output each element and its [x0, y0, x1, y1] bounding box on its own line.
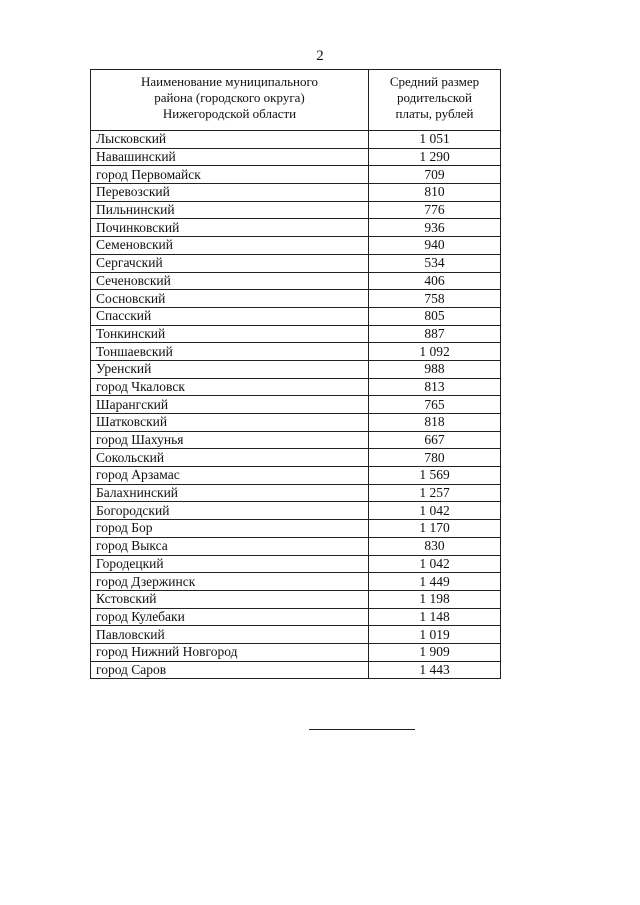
average-fee-value: 936: [369, 219, 501, 237]
table-row: [91, 343, 501, 361]
municipality-name: город Кулебаки: [91, 608, 369, 626]
average-fee-value: 1 257: [369, 484, 501, 502]
municipality-name: город Чкаловск: [91, 378, 369, 396]
table-row: [91, 325, 501, 343]
average-fee-value: 988: [369, 360, 501, 378]
municipality-name: Пильнинский: [91, 201, 369, 219]
municipality-name: Шарангский: [91, 396, 369, 414]
municipality-name: город Нижний Новгород: [91, 643, 369, 661]
table-row: [91, 148, 501, 166]
table-row: [91, 184, 501, 202]
average-fee-value: 534: [369, 254, 501, 272]
header-average-fee: [369, 70, 501, 131]
average-fee-value: 1 042: [369, 502, 501, 520]
table-row: [91, 201, 501, 219]
header-municipality-line: района (городского округа): [154, 90, 305, 105]
table-row: [91, 307, 501, 325]
table-row: [91, 131, 501, 149]
table-row: [91, 520, 501, 538]
table-row: [91, 573, 501, 591]
table-row: [91, 219, 501, 237]
average-fee-value: 758: [369, 290, 501, 308]
average-fee-value: 940: [369, 237, 501, 255]
average-fee-value: 1 170: [369, 520, 501, 538]
average-fee-value: 830: [369, 537, 501, 555]
table-row: [91, 467, 501, 485]
average-fee-value: 810: [369, 184, 501, 202]
table-row: [91, 290, 501, 308]
table-row: [91, 237, 501, 255]
table-row: [91, 254, 501, 272]
average-fee-value: 1 042: [369, 555, 501, 573]
table-row: [91, 590, 501, 608]
table-row: [91, 537, 501, 555]
municipality-name: Богородский: [91, 502, 369, 520]
municipality-name: Сокольский: [91, 449, 369, 467]
average-fee-value: 1 449: [369, 573, 501, 591]
municipality-name: Городецкий: [91, 555, 369, 573]
average-fee-value: 765: [369, 396, 501, 414]
table-row: [91, 272, 501, 290]
municipality-name: Перевозский: [91, 184, 369, 202]
average-fee-value: 776: [369, 201, 501, 219]
municipality-name: Сергачский: [91, 254, 369, 272]
header-fee-line: Средний размер родительской: [389, 74, 480, 105]
municipality-name: Спасский: [91, 307, 369, 325]
table-header-row: [91, 70, 501, 131]
table-row: [91, 608, 501, 626]
header-fee-line: платы, рублей: [395, 106, 474, 121]
average-fee-value: 709: [369, 166, 501, 184]
average-fee-value: 1 148: [369, 608, 501, 626]
municipality-name: город Бор: [91, 520, 369, 538]
municipality-name: Кстовский: [91, 590, 369, 608]
municipality-name: Уренский: [91, 360, 369, 378]
table-row: [91, 449, 501, 467]
municipality-name: город Дзержинск: [91, 573, 369, 591]
municipality-name: Починковский: [91, 219, 369, 237]
average-fee-value: 887: [369, 325, 501, 343]
municipality-name: Семеновский: [91, 237, 369, 255]
average-fee-value: 1 092: [369, 343, 501, 361]
end-divider: [309, 729, 415, 730]
average-fee-value: 813: [369, 378, 501, 396]
average-fee-value: 805: [369, 307, 501, 325]
municipality-name: Павловский: [91, 626, 369, 644]
table-row: [91, 661, 501, 679]
table-row: [91, 431, 501, 449]
table-row: [91, 396, 501, 414]
average-fee-value: 406: [369, 272, 501, 290]
municipality-name: Тоншаевский: [91, 343, 369, 361]
table-row: [91, 643, 501, 661]
municipality-name: Балахнинский: [91, 484, 369, 502]
table-row: [91, 502, 501, 520]
table-row: [91, 484, 501, 502]
average-fee-value: 1 290: [369, 148, 501, 166]
municipality-name: Сосновский: [91, 290, 369, 308]
municipality-name: Сеченовский: [91, 272, 369, 290]
municipality-name: город Выкса: [91, 537, 369, 555]
average-fee-value: 1 569: [369, 467, 501, 485]
header-municipality-line: Наименование муниципального: [140, 74, 319, 89]
average-fee-value: 1 198: [369, 590, 501, 608]
municipality-name: Шатковский: [91, 414, 369, 432]
municipality-name: Тонкинский: [91, 325, 369, 343]
table-body: [91, 131, 501, 679]
average-fee-value: 667: [369, 431, 501, 449]
fees-table: [90, 69, 501, 679]
average-fee-value: 1 443: [369, 661, 501, 679]
average-fee-value: 1 909: [369, 643, 501, 661]
average-fee-value: 818: [369, 414, 501, 432]
table-row: [91, 378, 501, 396]
municipality-name: город Шахунья: [91, 431, 369, 449]
municipality-name: город Первомайск: [91, 166, 369, 184]
municipality-name: Лысковский: [91, 131, 369, 149]
table-row: [91, 414, 501, 432]
table-row: [91, 166, 501, 184]
page-number: 2: [316, 48, 324, 64]
average-fee-value: 1 051: [369, 131, 501, 149]
table-row: [91, 626, 501, 644]
municipality-name: Навашинский: [91, 148, 369, 166]
average-fee-value: 1 019: [369, 626, 501, 644]
table-row: [91, 555, 501, 573]
average-fee-value: 780: [369, 449, 501, 467]
header-municipality-line: Нижегородской области: [162, 106, 297, 121]
municipality-name: город Саров: [91, 661, 369, 679]
table-row: [91, 360, 501, 378]
municipality-name: город Арзамас: [91, 467, 369, 485]
header-municipality: [91, 70, 369, 131]
